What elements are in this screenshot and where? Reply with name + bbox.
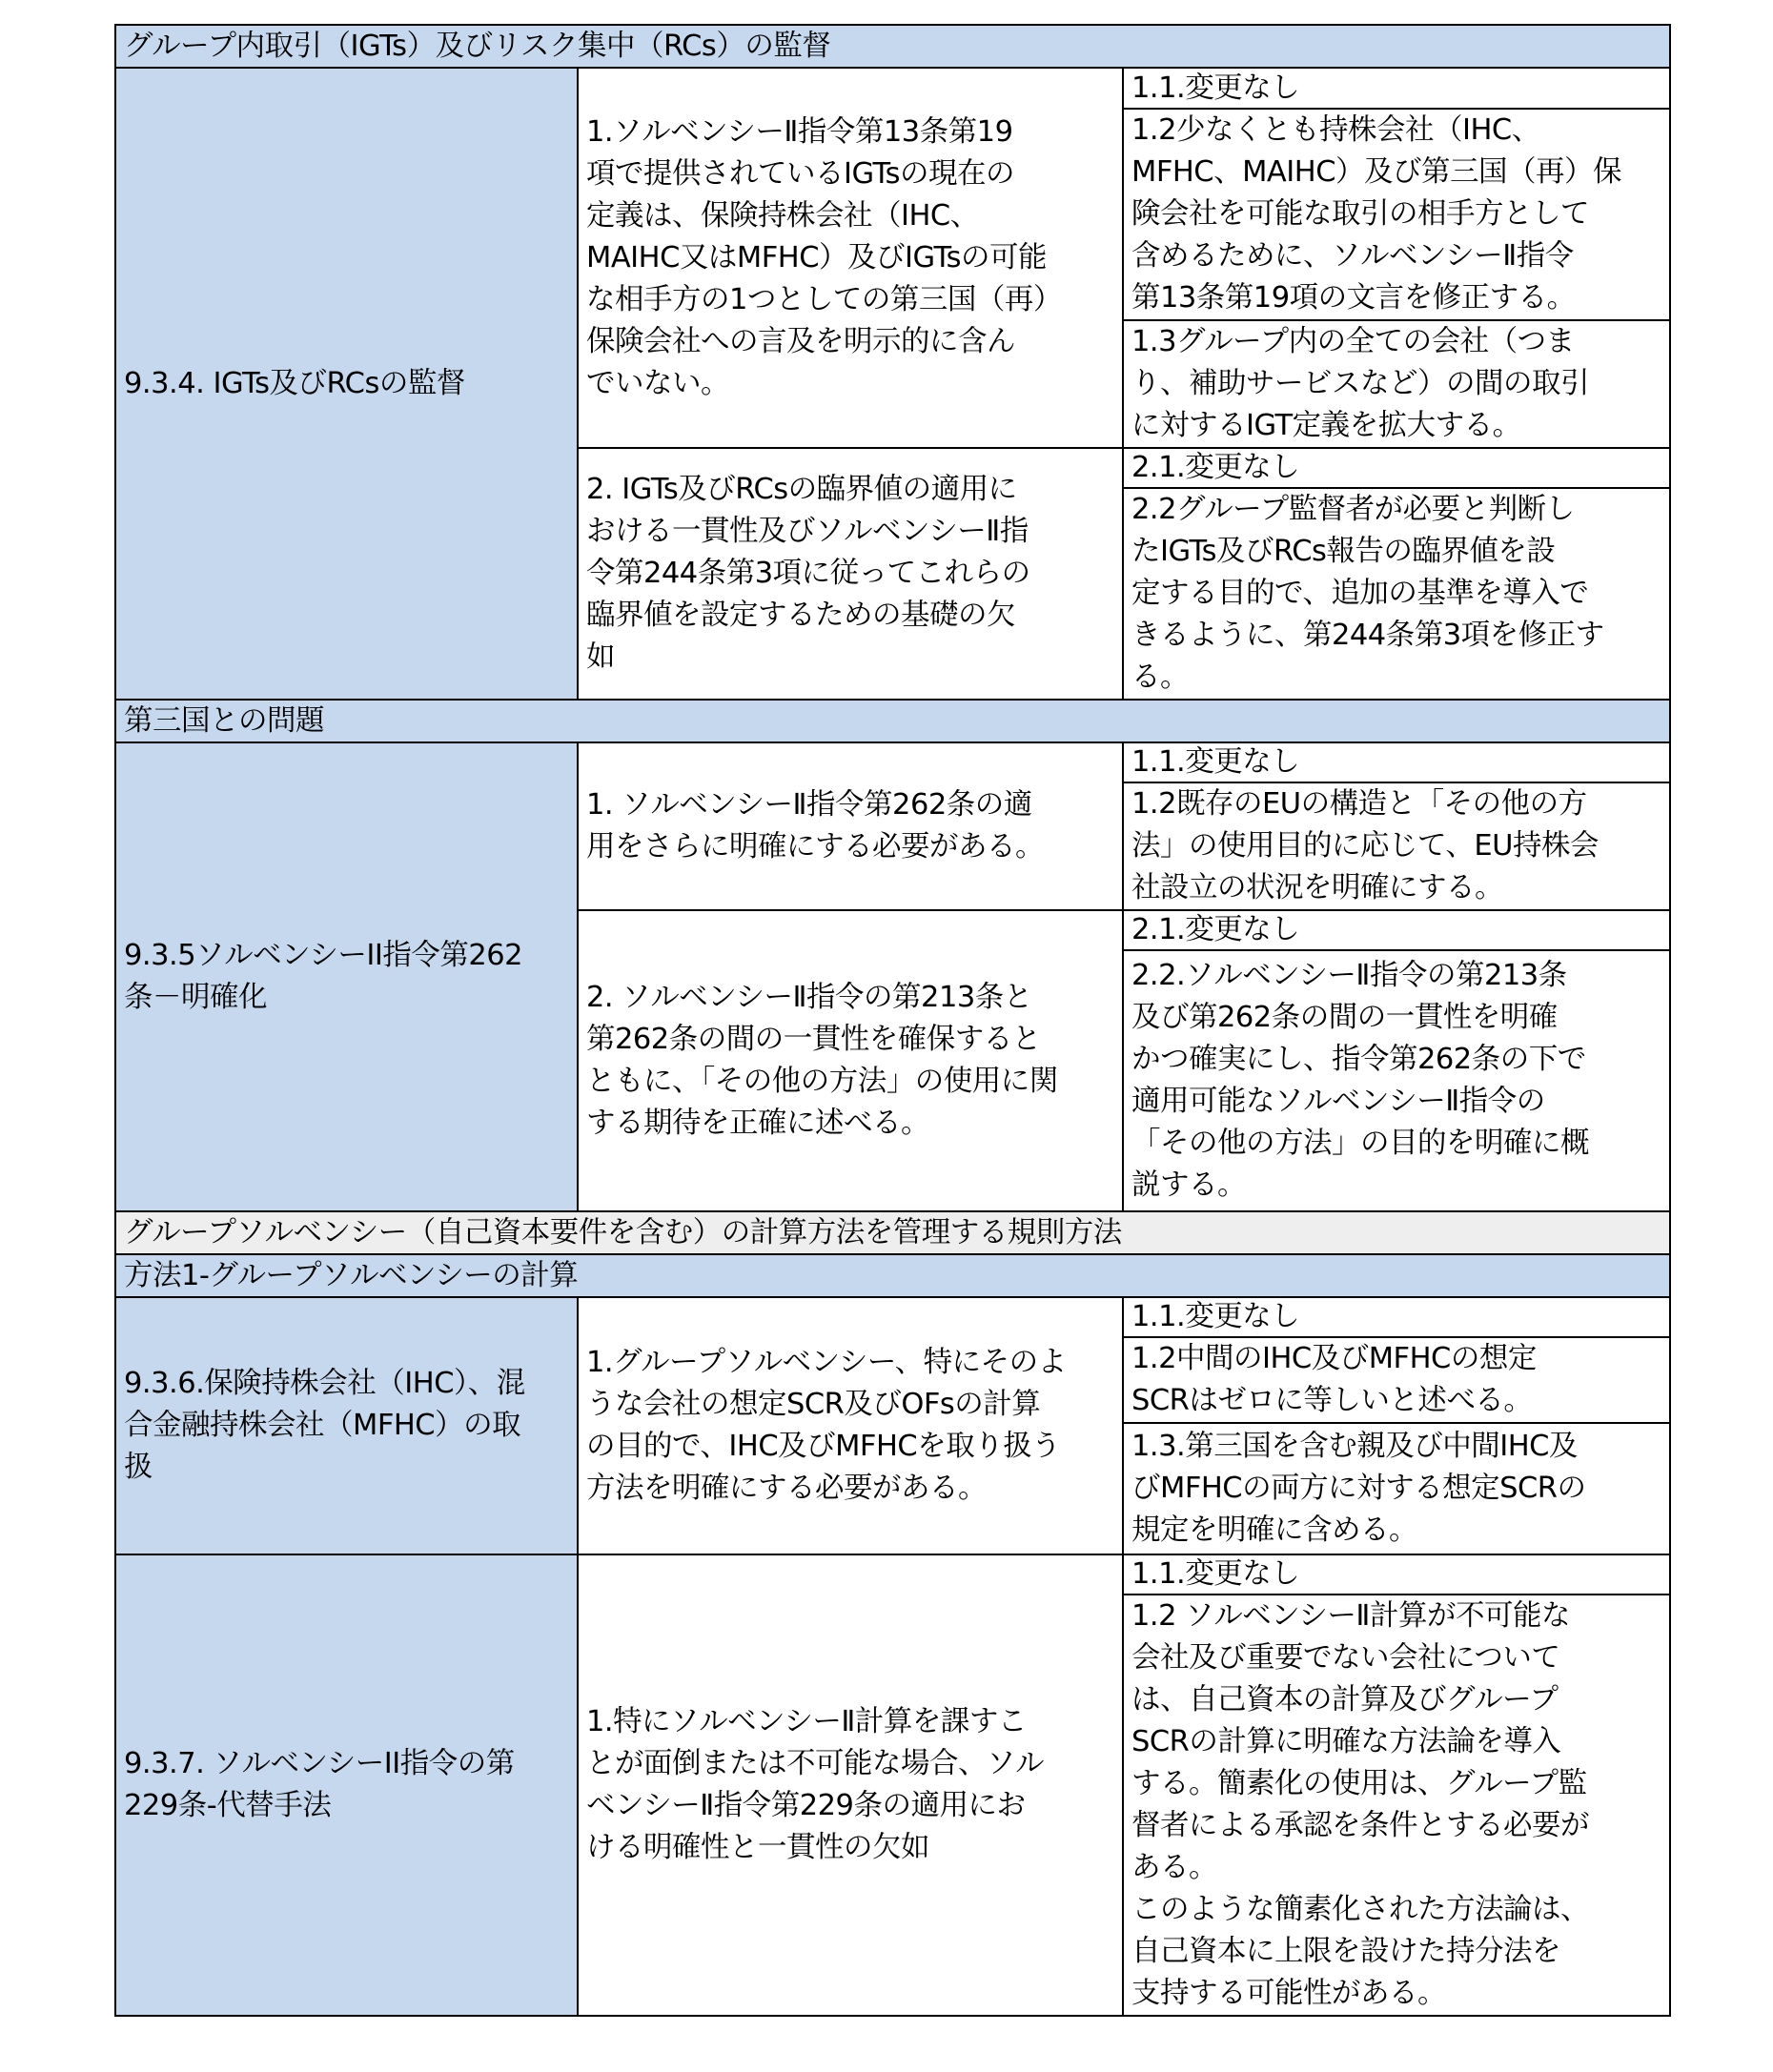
option-cell: 1.3グループ内の全ての会社（つま り、補助サービスなど）の間の取引 に対するIGT定義を拡大する。 xyxy=(1123,320,1670,448)
option-cell: 1.1.変更なし xyxy=(1123,1297,1670,1337)
row-label: 9.3.5ソルベンシーII指令第262 条－明確化 xyxy=(115,742,578,1211)
row-label: 9.3.6.保険持株会社（IHC）、混 合金融持株会社（MFHC）の取 扱 xyxy=(115,1297,578,1554)
issue-cell: 1.特にソルベンシーⅡ計算を課すこ とが面倒または不可能な場合、ソル ベンシーⅡ指令第229条の適用にお ける明確性と一貫性の欠如 xyxy=(578,1554,1123,2016)
option-cell: 1.2 ソルベンシーⅡ計算が不可能な 会社及び重要でない会社について は、自己資本の計算及びグループ SCRの計算に明確な方法論を導入 する。簡素化の使用は、グループ監 督者による承認を条件とする必要が ある。 このような簡素化された方法論は、 自己資本に上限を設けた持分法を 支持する可能性がある。 xyxy=(1123,1595,1670,2016)
table-row xyxy=(115,742,1670,782)
section-title: 第三国との問題 xyxy=(115,700,1670,742)
option-cell: 1.1.変更なし xyxy=(1123,68,1670,109)
option-cell: 2.1.変更なし xyxy=(1123,448,1670,488)
option-cell: 2.2.ソルベンシーⅡ指令の第213条 及び第262条の間の一貫性を明確 かつ確実にし、指令第262条の下で 適用可能なソルベンシーⅡ指令の 「その他の方法」の目的を明確に概 説する。 xyxy=(1123,950,1670,1211)
option-cell: 2.2グループ監督者が必要と判断し たIGTs及びRCs報告の臨界値を設 定する目的で、追加の基準を導入で きるように、第244条第3項を修正す る。 xyxy=(1123,488,1670,700)
option-cell: 2.1.変更なし xyxy=(1123,910,1670,950)
option-cell: 1.2少なくとも持株会社（IHC、 MFHC、MAIHC）及び第三国（再）保 険会社を可能な取引の相手方として 含めるために、ソルベンシーⅡ指令 第13条第19項の文言を修正する。 xyxy=(1123,109,1670,320)
section-title: 方法1-グループソルベンシーの計算 xyxy=(115,1254,1670,1297)
section-header-row xyxy=(115,1254,1670,1297)
section-header-row xyxy=(115,700,1670,742)
option-cell: 1.3.第三国を含む親及び中間IHC及 びMFHCの両方に対する想定SCRの 規定を明確に含める。 xyxy=(1123,1423,1670,1554)
row-label: 9.3.4. IGTs及びRCsの監督 xyxy=(115,68,578,700)
section-title: グループ内取引（IGTs）及びリスク集中（RCs）の監督 xyxy=(115,25,1670,68)
section-title: グループソルベンシー（自己資本要件を含む）の計算方法を管理する規則方法 xyxy=(115,1211,1670,1254)
table-row xyxy=(115,68,1670,109)
table-row xyxy=(115,1554,1670,1595)
option-cell: 1.2中間のIHC及びMFHCの想定 SCRはゼロに等しいと述べる。 xyxy=(1123,1337,1670,1423)
option-cell: 1.1.変更なし xyxy=(1123,1554,1670,1595)
issue-cell: 2. ソルベンシーⅡ指令の第213条と 第262条の間の一貫性を確保すると ともに、「その他の方法」の使用に関 する期待を正確に述べる。 xyxy=(578,910,1123,1211)
issue-cell: 2. IGTs及びRCsの臨界値の適用に おける一貫性及びソルベンシーⅡ指 令第244条第3項に従ってこれらの 臨界値を設定するための基礎の欠 如 xyxy=(578,448,1123,700)
section-header-row xyxy=(115,25,1670,68)
issue-cell: 1.ソルベンシーⅡ指令第13条第19 項で提供されているIGTsの現在の 定義は、保険持株会社（IHC、 MAIHC又はMFHC）及びIGTsの可能 な相手方の1つとしての第三国（再） 保険会社への言及を明示的に含ん でいない。 xyxy=(578,68,1123,448)
option-cell: 1.2既存のEUの構造と「その他の方 法」の使用目的に応じて、EU持株会 社設立の状況を明確にする。 xyxy=(1123,782,1670,910)
policy-options-table xyxy=(114,24,1671,2017)
row-label: 9.3.7. ソルベンシーII指令の第 229条-代替手法 xyxy=(115,1554,578,2016)
issue-cell: 1. ソルベンシーⅡ指令第262条の適 用をさらに明確にする必要がある。 xyxy=(578,742,1123,910)
table-row xyxy=(115,1297,1670,1337)
option-cell: 1.1.変更なし xyxy=(1123,742,1670,782)
section-header-row xyxy=(115,1211,1670,1254)
issue-cell: 1.グループソルベンシー、特にそのよ うな会社の想定SCR及びOFsの計算 の目的で、IHC及びMFHCを取り扱う 方法を明確にする必要がある。 xyxy=(578,1297,1123,1554)
